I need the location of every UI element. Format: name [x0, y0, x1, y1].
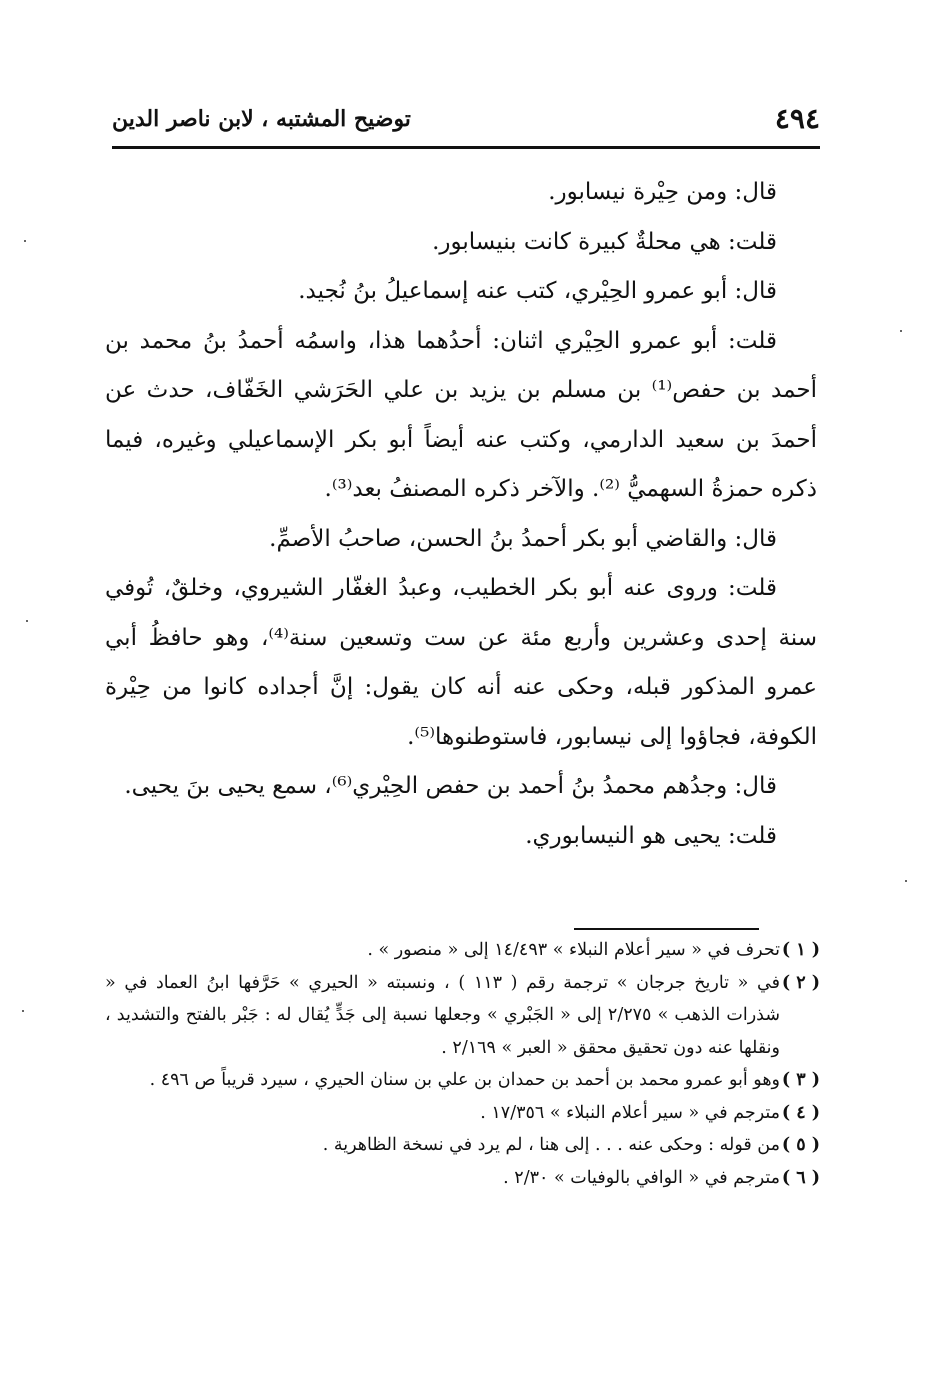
footnotes	[105, 934, 820, 1194]
footnote-text: من قوله : وحكى عنه . . . إلى هنا ، لم يرد في نسخة الظاهرية .	[322, 1135, 780, 1155]
page-number: ٤٩٤	[774, 102, 820, 135]
paragraph: قلت: وروى عنه أبو بكر الخطيب، وعبدُ الغفّار الشيروي، وخلقٌ، تُوفي سنة إحدى وعشرين وأربع مئة عن ست وتسعين سنة⁽⁴⁾، وهو حافظُ أبي عمرو المذكور قبله، وحكى عنه أنه كان يقول: إنَّ أجداده كانوا من حِيْرة الكوفة، فجاؤوا إلى نيسابور، فاستوطنوها⁽⁵⁾.	[105, 575, 817, 750]
footnote-number: ( ٣ )	[781, 1070, 820, 1090]
footnote-number: ( ١ )	[781, 940, 820, 960]
footnote	[105, 1064, 820, 1097]
footnote-text: في « تاريخ جرجان » ترجمة رقم ( ١١٣ ) ، ونسبته « الحيري » حَرَّفها ابنُ العماد في « شذرات الذهب » ٢/٢٧٥ إلى « الجَبْري » وجعلها نسبة إلى جَدٍّ يُقال له : جَبْر بالفتح والتشديد ، ونقلها عنه دون تحقيق محقق « العبر » ٢/١٦٩ .	[105, 972, 781, 1058]
scan-speck	[22, 1010, 24, 1012]
paragraph: قال: أبو عمرو الحِيْري، كتب عنه إسماعيلُ بنُ نُجيد.	[298, 278, 777, 304]
main-text	[105, 168, 817, 861]
footnote-number: ( ٥ )	[781, 1135, 820, 1155]
running-title: توضيح المشتبه ، لابن ناصر الدين	[112, 106, 411, 132]
page-header	[112, 100, 820, 140]
footnote-separator	[574, 928, 759, 930]
footnote-text: مترجم في « سير أعلام النبلاء » ١٧/٣٥٦ .	[480, 1102, 780, 1123]
paragraph: قال: ومن حِيْرة نيسابور.	[548, 179, 777, 205]
footnote-number: ( ٦ )	[781, 1167, 820, 1188]
scan-speck	[26, 620, 28, 622]
scan-speck	[900, 330, 902, 332]
footnote-text: تحرف في « سير أعلام النبلاء » ١٤/٤٩٣ إلى « منصور » .	[367, 940, 780, 960]
scan-speck	[24, 240, 26, 242]
paragraph: قلت: أبو عمرو الحِيْري اثنان: أحدُهما هذا، واسمُه أحمدُ بنُ محمد بن أحمد بن حفص⁽¹⁾ بن مسلم بن يزيد بن علي الحَرَشي الخَفّاف، حدث عن أحمدَ بن سعيد الدارمي، وكتب عنه أيضاً أبو بكر الإسماعيلي وغيره، فيما ذكره حمزةُ السهميُّ ⁽²⁾. والآخر ذكره المصنفُ بعد⁽³⁾.	[105, 327, 817, 502]
paragraph: قال: والقاضي أبو بكر أحمدُ بنُ الحسن، صاحبُ الأصمِّ.	[269, 525, 777, 552]
footnote-text: وهو أبو عمرو محمد بن أحمد بن حمدان بن علي بن سنان الحيري ، سيرد قريباً ص ٤٩٦ .	[149, 1070, 780, 1090]
paragraph: قلت: يحيى هو النيسابوري.	[525, 822, 777, 849]
footnote	[105, 967, 820, 1065]
paragraph: قلت: هي محلةٌ كبيرة كانت بنيسابور.	[432, 228, 777, 255]
footnote	[105, 1097, 820, 1130]
footnote-text: مترجم في « الوافي بالوفيات » ٢/٣٠ .	[503, 1167, 780, 1188]
paragraph: قال: وجدُهم محمدُ بنُ أحمد بن حفص الحِيْري⁽⁶⁾، سمع يحيى بنَ يحيى.	[124, 773, 777, 799]
scan-speck	[905, 880, 907, 882]
footnote-number: ( ٢ )	[781, 972, 820, 993]
footnote	[105, 1162, 820, 1195]
footnote	[105, 1129, 820, 1162]
footnote	[105, 934, 820, 967]
footnote-number: ( ٤ )	[781, 1102, 820, 1123]
header-rule	[112, 146, 820, 149]
